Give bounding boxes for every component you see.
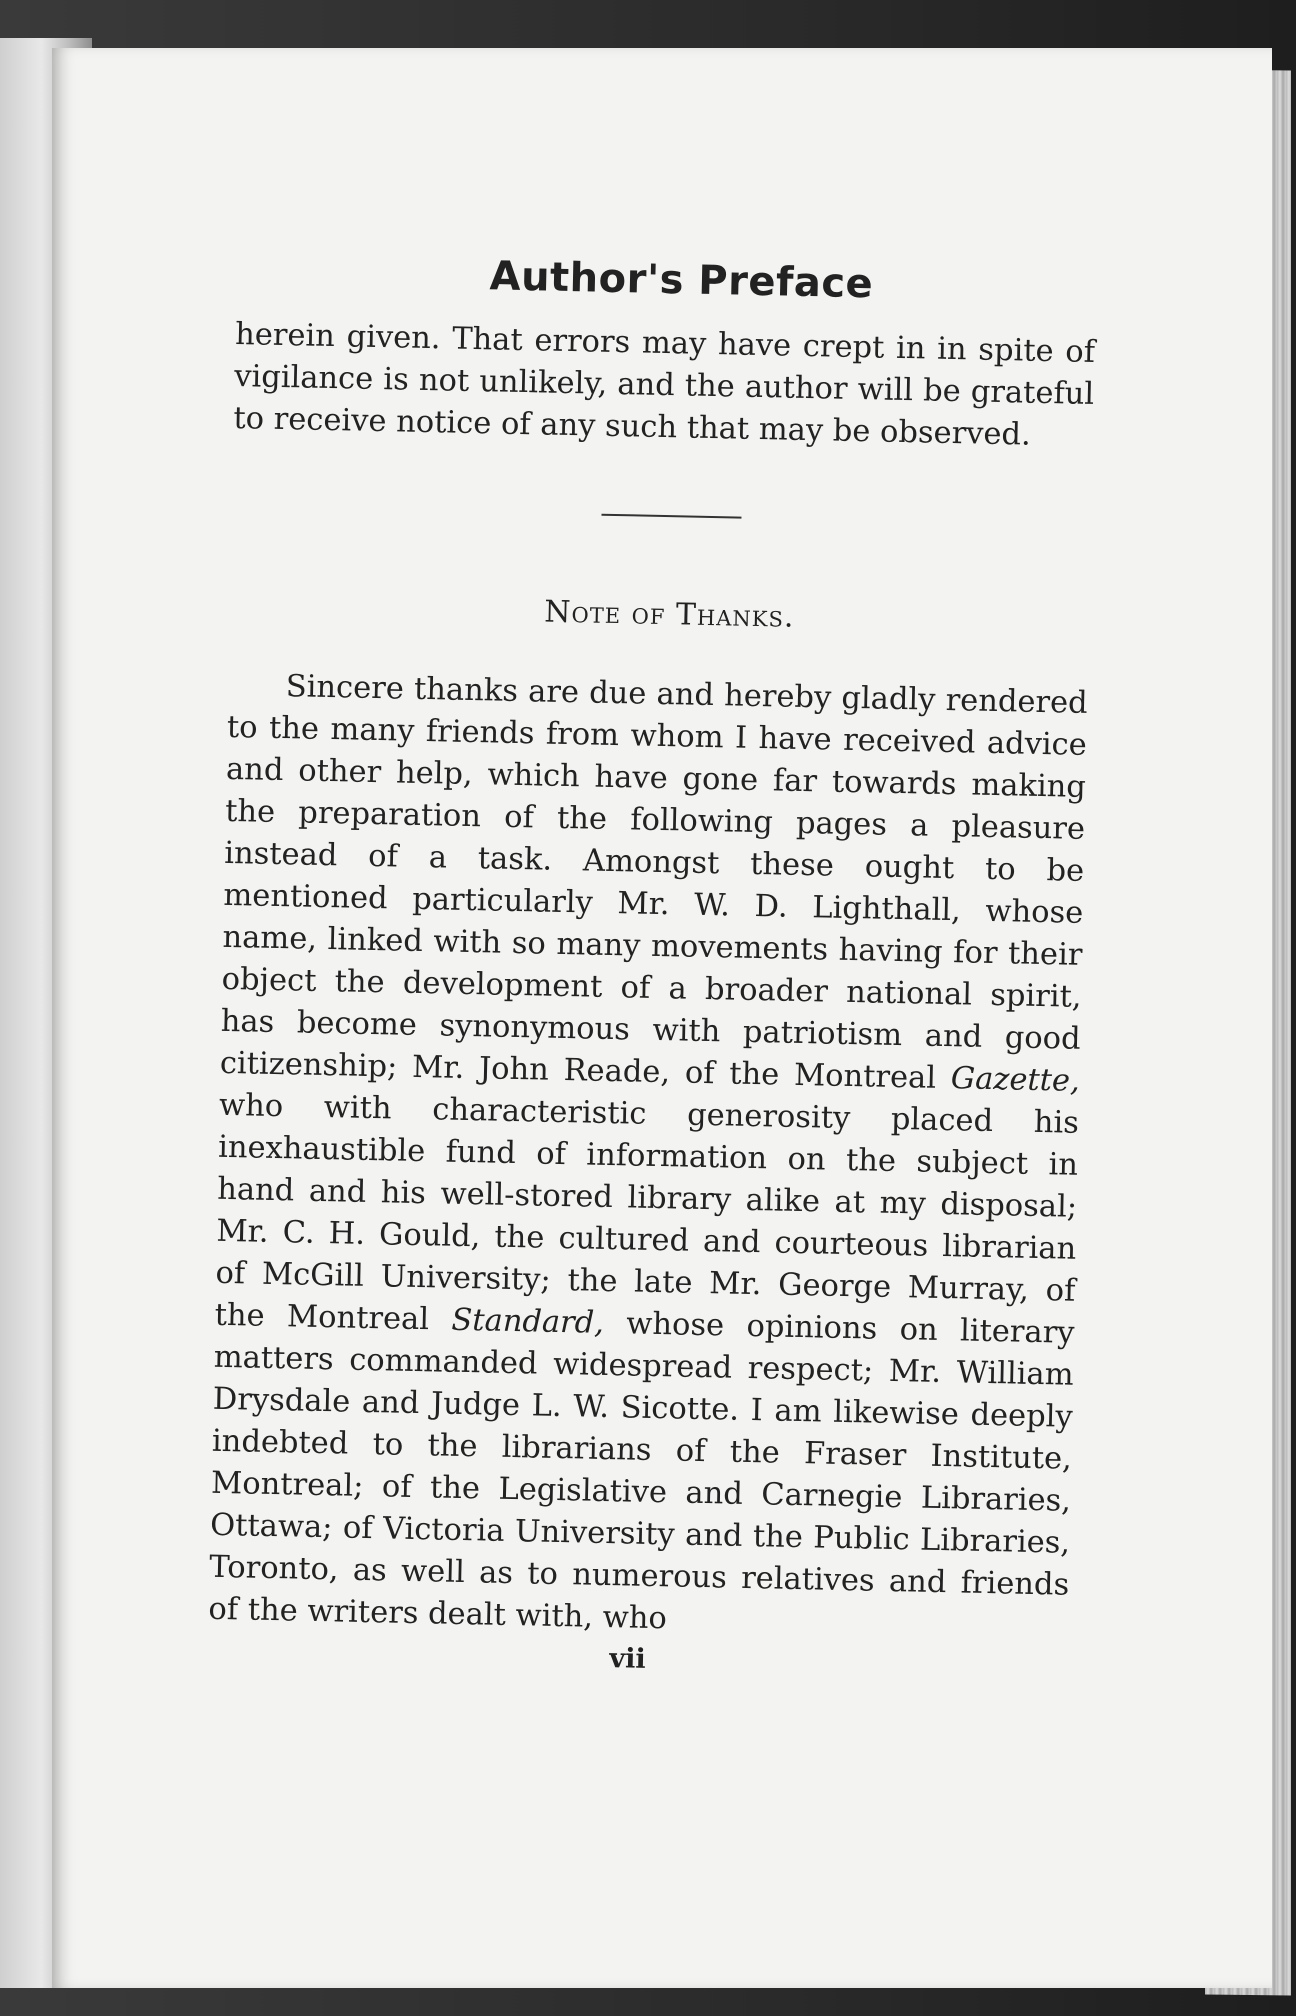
continued-paragraph: herein given. That errors may have crept in in spite of vigilance is not unlikely, and the author will be grateful to receive notice of any such that may be observed. bbox=[233, 316, 1096, 453]
book-page bbox=[52, 48, 1272, 1988]
page-number: vii bbox=[609, 1643, 646, 1675]
standard-title: Standard, bbox=[451, 1302, 605, 1341]
thanks-paragraph bbox=[208, 665, 1088, 1649]
gazette-title: Gazette, bbox=[950, 1061, 1081, 1099]
thanks-text-part1: Sincere thanks are due and hereby gladly rendered to the many friends from whom I have received advice and other help, which have gone far towards making the preparation of the following pages a pleasure instead of a task. Amongst these ought to be mentioned particularly Mr. W. D. Lighthall, whose name, linked with so many movements having for their object the development of a broader national spirit, has become synonymous with patriotism and good citizenship; Mr. John Reade, of the Montreal bbox=[219, 669, 1089, 1097]
thanks-text-part2: who with characteristic generosity placed his inexhaustible fund of information on the subject in hand and his well-stored library alike at my disposal; Mr. C. H. Gould, the cultured and courteous librarian of McGill University; the late Mr. George Murray, of the Montreal bbox=[214, 1087, 1080, 1338]
section-heading: Note of Thanks. bbox=[543, 594, 795, 635]
page-content bbox=[204, 248, 1096, 1826]
section-divider bbox=[601, 514, 741, 519]
thanks-text-part3: whose opinions on literary matters commanded widespread respect; Mr. William Drysdale and Judge L. W. Sicotte. I am likewise deeply indebted to the librarians of the Fraser Institute, Montreal; of the Legislative and Carnegie Libraries, Ottawa; of Victoria University and the Public Libraries, Toronto, as well as to numerous relatives and friends of the writers dealt with, who bbox=[208, 1305, 1075, 1637]
running-head: Author's Preface bbox=[489, 253, 874, 308]
